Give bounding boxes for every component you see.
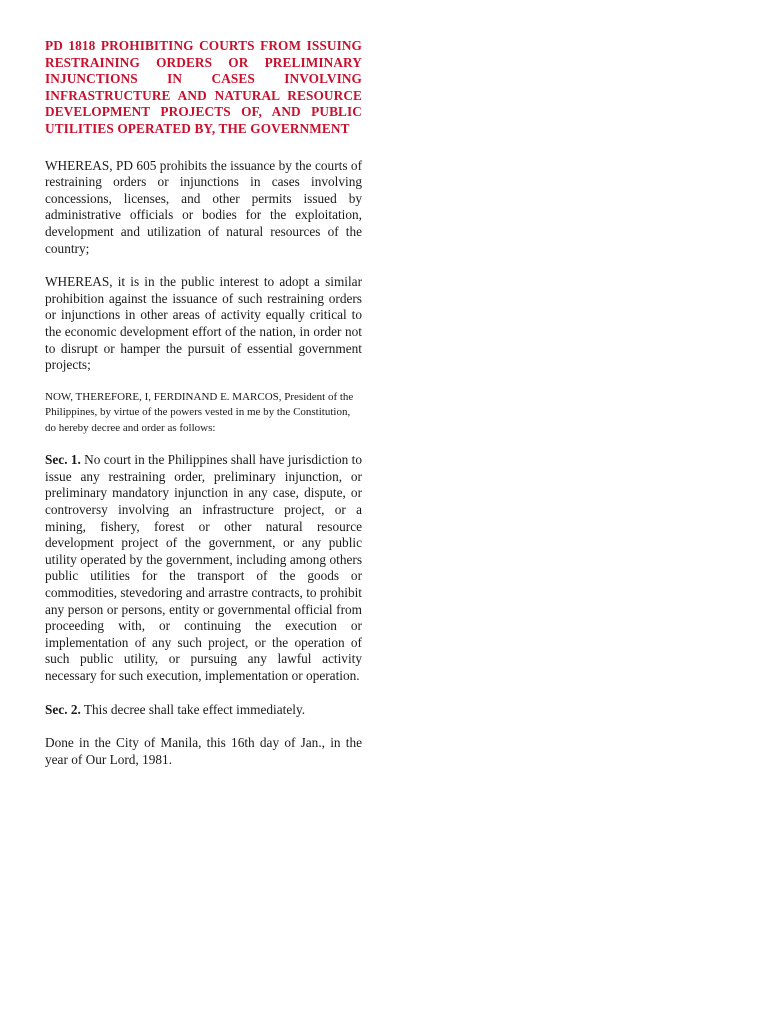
section-2-text: This decree shall take effect immediately. xyxy=(80,701,306,717)
whereas-clause-2: WHEREAS, it is in the public interest to adopt a similar prohibition against the issuance of such restraining orders or injunctions in other areas of activity equally critical to the economic development effort of the nation, in order not to disrupt or hamper the pursuit of essential government projects; xyxy=(45,274,362,373)
spacer xyxy=(45,685,362,702)
section-1-label: Sec. 1. xyxy=(45,452,81,468)
section-2 xyxy=(45,702,362,719)
spacer xyxy=(45,436,362,452)
spacer xyxy=(45,257,362,274)
spacer xyxy=(45,374,362,390)
spacer xyxy=(45,718,362,735)
section-1 xyxy=(45,452,362,684)
whereas-clause-1: WHEREAS, PD 605 prohibits the issuance by the courts of restraining orders or injunctions in cases involving concessions, licenses, and other permits issued by administrative officials or bodies for the exploitation, development and utilization of natural resources of the country; xyxy=(45,157,362,256)
section-1-text: No court in the Philippines shall have jurisdiction to issue any restraining order, preliminary injunction, or preliminary mandatory injunction in any case, dispute, or controversy involving an infrastructure project, or a mining, fishery, forest or other natural resource development project of the government, or any public utility operated by the government, including among others public utilities for the transport of the goods or commodities, stevedoring and arrastre contracts, to prohibit any person or persons, entity or governmental official from proceeding with, or continuing the execution or implementation of any such project, or the operation of such public utility, or pursuing any lawful activity necessary for such execution, implementation or operation. xyxy=(45,452,363,683)
document-page xyxy=(45,38,362,768)
enacting-clause: NOW, THEREFORE, I, FERDINAND E. MARCOS, President of the Philippines, by virtue of the powers vested in me by the Constitution, do hereby decree and order as follows: xyxy=(45,390,354,434)
done-clause: Done in the City of Manila, this 16th day of Jan., in the year of Our Lord, 1981. xyxy=(45,735,362,767)
spacer xyxy=(45,138,362,158)
document-title: PD 1818 PROHIBITING COURTS FROM ISSUING RESTRAINING ORDERS OR PRELIMINARY INJUNCTIONS IN CASES INVOLVING INFRASTRUCTURE AND NATURAL RESOURCE DEVELOPMENT PROJECTS OF, AND PUBLIC UTILITIES OPERATED BY, THE GOVERNMENT xyxy=(45,38,362,136)
section-2-label: Sec. 2. xyxy=(45,701,81,717)
